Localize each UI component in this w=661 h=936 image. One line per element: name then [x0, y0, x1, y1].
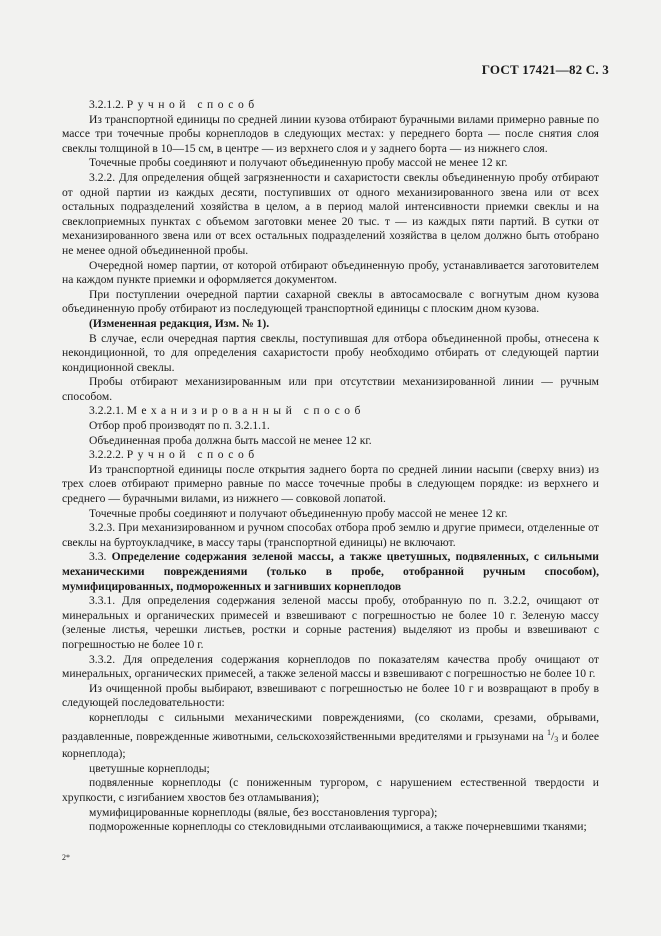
paragraph: Из транспортной единицы после открытия заднего борта по средней линии насыпи (сверху вниз) из трех слоев отбирают примерно равные по массе точечные пробы в следующем порядке: из верхнего и среднего — бурачными вилами, из нижнего — совковой лопатой. — [62, 462, 599, 506]
fraction-numerator: 1 — [547, 727, 552, 737]
section-number: 3.3. — [89, 550, 107, 564]
section-title: Механизированный способ — [126, 404, 365, 418]
paragraph: 3.2.2. Для определения общей загрязненности и сахаристости свеклы объединенную пробу отбирают от одной партии из каждых десяти, поступивших от одного механизированного звена или от всех остальных подразделений хозяйства в целом, а в период малой интенсивности приемки свеклы и на свеклоприемных пунктах с объемом заготовки менее 20 тыс. т — из каждых пяти партий. В сутки от механизированного звена или от всех остальных подразделений хозяйства в целом должно быть отобрано не менее одной объединенной пробы. — [62, 170, 599, 257]
amendment-note: (Измененная редакция, Изм. № 1). — [89, 316, 270, 330]
page-footer-mark: 2* — [62, 853, 70, 862]
section-number: 3.2.1.2. — [89, 98, 124, 111]
paragraph: Объединенная проба должна быть массой не менее 12 кг. — [89, 433, 372, 447]
section-3-2-2-1-heading — [62, 404, 599, 419]
section-title: Определение содержания зеленой массы, а также цветушных, подвяленных, с сильными механическими повреждениями (только в пробе, отобранной ручным способом), мумифицированных, подмороженных и загнивших корнеплодов — [62, 550, 599, 593]
paragraph: 3.3.2. Для определения содержания корнеплодов по показателям качества пробу очищают от минеральных, органических примесей, а также зеленой массы и взвешивают с погрешностью не более 10 г. — [62, 652, 599, 681]
page-header: ГОСТ 17421—82 С. 3 — [481, 62, 609, 77]
list-item: цветушные корнеплоды; — [89, 761, 210, 775]
paragraph: Из очищенной пробы выбирают, взвешивают с погрешностью не более 10 г и возвращают в пробу в следующей последовательности: — [62, 681, 599, 710]
section-title: Ручной способ — [126, 448, 259, 462]
list-item-damaged: корнеплоды с сильными механическими повреждениями, (со сколами, срезами, обрывами, раздавленные, поврежденные животными, сельскохозяйственными вредителями и грызунами на $^1/_3$ и более корнеплода); — [62, 710, 599, 761]
document-body — [62, 98, 599, 835]
paragraph: Точечные пробы соединяют и получают объединенную пробу массой не менее 12 кг. — [89, 156, 508, 170]
section-number: 3.2.2.2. — [89, 448, 124, 462]
paragraph: В случае, если очередная партия свеклы, поступившая для отбора объединенной пробы, отнесена к некондиционной, то для определения сахаристости пробу необходимо отбирать от следующей партии кондиционной свеклы. — [62, 331, 599, 374]
paragraph: Отбор проб производят по п. 3.2.1.1. — [89, 419, 270, 433]
paragraph: Очередной номер партии, от которой отбирают объединенную пробу, устанавливается заготовителем на каждом пункте приемки и оформляется документом. — [62, 258, 599, 287]
section-3-3-heading — [62, 550, 599, 594]
paragraph: 3.2.3. При механизированном и ручном способах отбора проб землю и другие примеси, отделенные от свеклы на буртоукладчике, в массу тары (транспортной единицы) не включают. — [62, 521, 599, 549]
list-item: подвяленные корнеплоды (с пониженным тургором, с нарушением естественной твердости и хрупкости, с изгибанием хвостов без отламывания); — [62, 776, 599, 804]
fraction-denominator: 3 — [554, 734, 559, 744]
list-item: мумифицированные корнеплоды (вялые, без восстановления тургора); — [89, 805, 438, 819]
section-3-2-2-2-heading — [62, 448, 599, 463]
list-item: подмороженные корнеплоды со стекловидными отслаивающимися, а также почерневшими тканями; — [89, 820, 587, 834]
section-3-2-1-2-heading — [62, 98, 599, 113]
section-title: Ручной способ — [126, 98, 259, 111]
paragraph: При поступлении очередной партии сахарной свеклы в автосамосвале с вогнутым дном кузова объединенную пробу отбирают из последующей транспортной единицы с плоским дном кузова. — [62, 287, 599, 316]
paragraph: Пробы отбирают механизированным или при отсутствии механизированной линии — ручным способом. — [62, 375, 599, 403]
paragraph: Из транспортной единицы по средней линии кузова отбирают бурачными вилами примерно равные по массе три точечные пробы корнеплодов в следующих местах: у переднего борта — после снятия слоя свеклы толщиной в 10—15 см, в центре — из верхнего слоя и у заднего борта — из нижнего слоя. — [62, 112, 599, 155]
paragraph: Точечные пробы соединяют и получают объединенную пробу массой не менее 12 кг. — [89, 506, 508, 520]
section-number: 3.2.2.1. — [89, 404, 124, 418]
paragraph: 3.3.1. Для определения содержания зеленой массы пробу, отобранную по п. 3.2.2, очищают от минеральных и органических примесей и взвешивают с погрешностью не более 10 г. Зеленую массу (зеленые листья, черешки листьев, ростки и сорные растения) выделяют из пробы и взвешивают с погрешностью не более 10 г. — [62, 594, 599, 651]
